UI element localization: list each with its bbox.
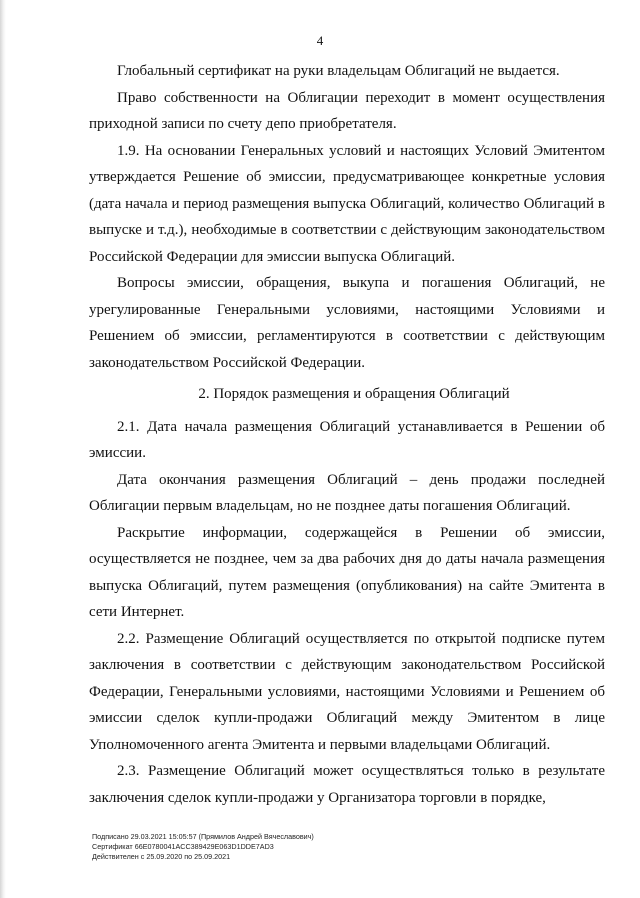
paragraph-2-1: 2.1. Дата начала размещения Облигаций устанавливается в Решении об эмиссии. [89, 418, 605, 461]
scan-edge [0, 0, 6, 898]
paragraph-1-9: 1.9. На основании Генеральных условий и настоящих Условий Эмитентом утверждается Решение об эмиссии, предусматривающее конкретные условия (дата начала и период размещения выпуска Облигаций, количество Облигаций в выпуске и т.д.), необходимые в соответствии с действующим законодательством Российской Федерации для эмиссии выпуска Облигаций. [89, 142, 605, 265]
signature-signed-line: Подписано 29.03.2021 15:05:57 (Прямилов Андрей Вячеславович) [92, 832, 314, 841]
paragraph-2-3: 2.3. Размещение Облигаций может осуществляться только в результате заключения сделок купли-продажи у Организатора торговли в порядке, [89, 763, 605, 806]
paragraph-end-date: Дата окончания размещения Облигаций – день продажи последней Облигации первым владельцам, но не позднее даты погашения Облигаций. [89, 471, 605, 514]
paragraph-2-2: 2.2. Размещение Облигаций осуществляется по открытой подписке путем заключения в соответствии с действующим законодательством Российской Федерации, Генеральными условиями, настоящими Условиями и Решением об эмиссии сделок купли-продажи Облигаций между Эмитентом в лице Уполномоченного агента Эмитента и первыми владельцами Облигаций. [89, 630, 605, 753]
signature-certificate-line: Сертификат 66E0780041ACC389429E063D1DDE7AD3 [92, 842, 274, 851]
page-number: 4 [316, 33, 324, 48]
section-heading: 2. Порядок размещения и обращения Облигаций [198, 386, 510, 402]
paragraph-disclosure: Раскрытие информации, содержащейся в Решении об эмиссии, осуществляется не позднее, чем за два рабочих дня до даты начала размещения выпуска Облигаций, путем размещения (опубликования) на сайте Эмитента в сети Интернет. [89, 524, 605, 620]
signature-footer [92, 832, 314, 862]
paragraph-certificate: Глобальный сертификат на руки владельцам Облигаций не выдается. [117, 63, 560, 79]
paragraph-ownership: Право собственности на Облигации переходит в момент осуществления приходной записи по счету депо приобретателя. [89, 89, 605, 132]
paragraph-issues: Вопросы эмиссии, обращения, выкупа и погашения Облигаций, не урегулированные Генеральными условиями, настоящими Условиями и Решением об эмиссии, регламентируются в соответствии с действующим законодательством Российской Федерации. [89, 275, 605, 371]
signature-validity-line: Действителен с 25.09.2020 по 25.09.2021 [92, 852, 231, 861]
document-body [89, 58, 605, 811]
